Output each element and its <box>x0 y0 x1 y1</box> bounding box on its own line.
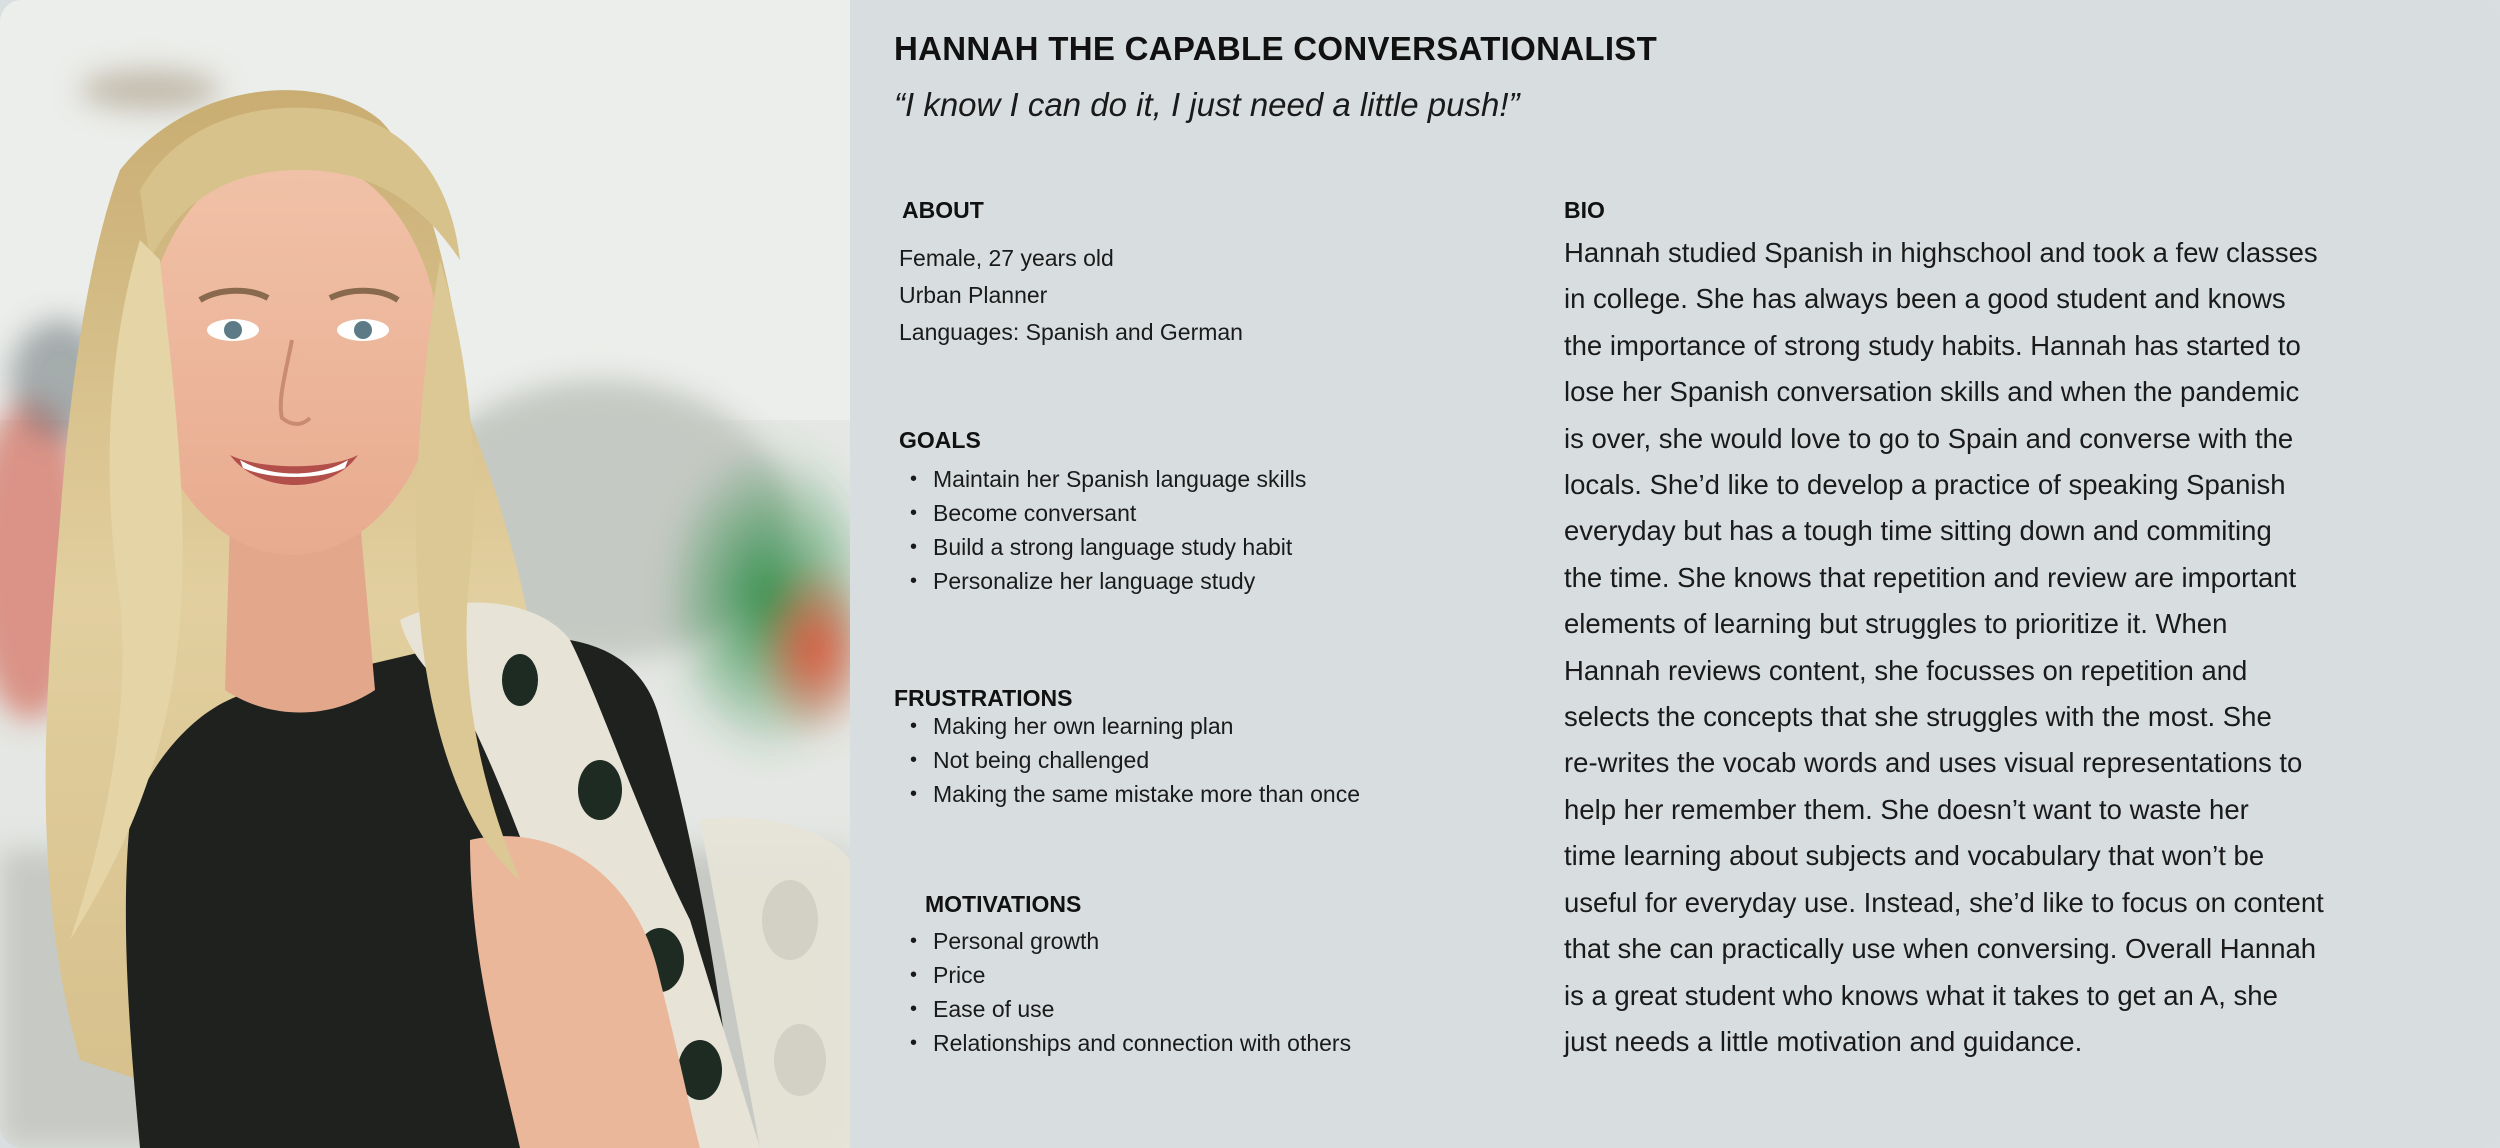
frustration-item: • Making her own learning plan <box>900 709 1360 743</box>
about-section <box>899 240 1243 351</box>
persona-title: HANNAH THE CAPABLE CONVERSATIONALIST <box>894 30 1658 67</box>
persona-photo <box>0 0 850 1148</box>
bio-line: locals. She’d like to develop a practice of speaking Spanish <box>1564 469 2286 501</box>
bio-line: Hannah studied Spanish in highschool and took a few classes <box>1564 237 2318 268</box>
bio-line: in college. She has always been a good student and knows <box>1564 283 2286 315</box>
frustration-item: • Not being challenged <box>900 743 1360 777</box>
bio-line: selects the concepts that she struggles with the most. She <box>1564 701 2272 733</box>
portrait-illustration <box>0 0 850 1148</box>
bio-line: is over, she would love to go to Spain and converse with the <box>1564 422 2294 454</box>
face <box>144 155 440 555</box>
bio-line: that she can practically use when conversing. Overall Hannah <box>1564 933 2317 965</box>
bio-line: help her remember them. She doesn’t want to waste her <box>1564 793 2249 825</box>
frustrations-list <box>900 709 1360 811</box>
bio-line: is a great student who knows what it takes to get an A, she <box>1564 979 2278 1011</box>
bio-paragraph <box>1564 230 2464 1065</box>
goals-list <box>900 462 1306 598</box>
frustration-item: • Making the same mistake more than once <box>900 777 1360 811</box>
bio-line: useful for everyday use. Instead, she’d like to focus on content <box>1564 886 2324 918</box>
motivation-item: • Price <box>900 958 1351 992</box>
bio-line: everyday but has a tough time sitting down and commiting <box>1564 515 2272 547</box>
persona-quote: “I know I can do it, I just need a little push!” <box>894 86 1520 123</box>
goal-item: • Personalize her language study <box>900 564 1306 598</box>
bio-line: the importance of strong study habits. Hannah has started to <box>1564 329 2301 361</box>
bio-line: time learning about subjects and vocabulary that won’t be <box>1564 840 2265 872</box>
bio-line: re-writes the vocab words and uses visual representations to <box>1564 747 2303 779</box>
bio-line: lose her Spanish conversation skills and when the pandemic <box>1564 376 2300 408</box>
about-line-demographics: Female, 27 years old <box>899 245 1114 271</box>
bio-heading: BIO <box>1564 197 1605 223</box>
goal-item: • Build a strong language study habit <box>900 530 1306 564</box>
goals-heading: GOALS <box>899 427 981 453</box>
about-line-occupation: Urban Planner <box>899 282 1048 308</box>
frustrations-heading: FRUSTRATIONS <box>894 685 1073 711</box>
motivation-item: • Relationships and connection with others <box>900 1026 1351 1060</box>
bio-line: just needs a little motivation and guidance. <box>1564 1025 2083 1057</box>
goal-item: • Maintain her Spanish language skills <box>900 462 1306 496</box>
goal-item: • Become conversant <box>900 496 1306 530</box>
bio-line: the time. She knows that repetition and review are important <box>1564 561 2297 593</box>
bio-line: elements of learning but struggles to prioritize it. When <box>1564 608 2228 640</box>
motivations-list <box>900 924 1351 1060</box>
about-heading: ABOUT <box>902 197 984 223</box>
motivations-heading: MOTIVATIONS <box>925 891 1082 917</box>
about-line-languages: Languages: Spanish and German <box>899 319 1243 345</box>
motivation-item: • Ease of use <box>900 992 1351 1026</box>
bio-line: Hannah reviews content, she focusses on repetition and <box>1564 654 2248 686</box>
motivation-item: • Personal growth <box>900 924 1351 958</box>
